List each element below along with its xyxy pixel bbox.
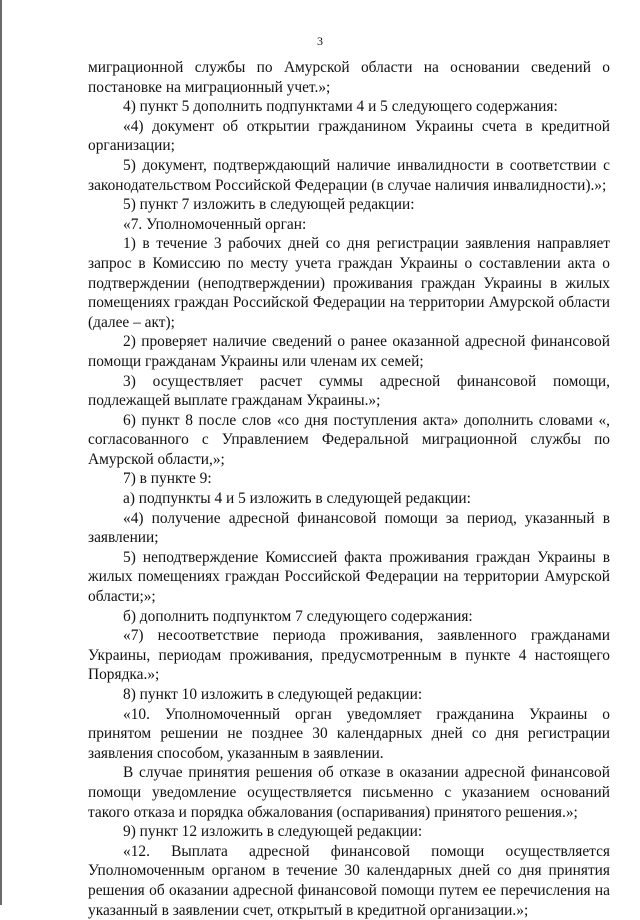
paragraph: 6) пункт 8 после слов «со дня поступления акта» дополнить словами «, согласованного с Управлением Федеральной миграционной службы по Амурской области,»; <box>88 411 610 468</box>
scan-left-edge <box>0 0 2 905</box>
paragraph: 9) пункт 12 изложить в следующей редакции: <box>123 823 423 841</box>
paragraph: 2) проверяет наличие сведений о ранее оказанной адресной финансовой помощи гражданам Украины или членам их семей; <box>88 333 610 370</box>
paragraph: 3) осуществляет расчет суммы адресной финансовой помощи, подлежащей выплате гражданам Украины.»; <box>88 372 610 410</box>
paragraph: «4) документ об открытии гражданином Украины счета в кредитной организации; <box>88 117 610 155</box>
paragraph: 8) пункт 10 изложить в следующей редакции: <box>123 686 423 703</box>
paragraph: 5) неподтверждение Комиссией факта проживания граждан Украины в жилых помещениях граждан Российской Федерации на территории Амурской области;»; <box>88 548 610 606</box>
paragraph: «10. Уполномоченный орган уведомляет гражданина Украины о принятом решении не позднее 30 календарных дней со дня регистрации заявления способом, указанным в заявлении. <box>88 705 610 762</box>
paragraph: 4) пункт 5 дополнить подпунктами 4 и 5 следующего содержания: <box>123 98 558 116</box>
paragraph: «7. Уполномоченный орган: <box>123 215 307 233</box>
paragraph: а) подпункты 4 и 5 изложить в следующей редакции: <box>123 490 471 508</box>
paragraph: «12. Выплата адресной финансовой помощи осуществляется Уполномоченным органом в течение 30 календарных дней со дня принятия решения об оказании адресной финансовой помощи путем ее перечисления на указанный в заявлении счет, открытый в кредитной организации.»; <box>88 842 610 919</box>
paragraph: «7) несоответствие периода проживания, заявленного гражданами Украины, периодам проживания, предусмотренным в пункте 4 настоящего Порядка.»; <box>88 627 610 684</box>
paragraph: 5) пункт 7 изложить в следующей редакции: <box>123 196 415 214</box>
paragraph: миграционной службы по Амурской области на основании сведений о постановке на миграционный учет.»; <box>88 59 610 96</box>
paragraph: В случае принятия решения об отказе в оказании адресной финансовой помощи уведомление осуществляется письменно с указанием оснований такого отказа и порядка обжалования (оспаривания) принятого решения.»; <box>88 764 610 821</box>
paragraph: б) дополнить подпунктом 7 следующего содержания: <box>123 607 473 625</box>
paragraph: 7) в пункте 9: <box>123 470 212 488</box>
paragraph: 5) документ, подтверждающий наличие инвалидности в соответствии с законодательством Российской Федерации (в случае наличия инвалидности).»; <box>88 156 610 194</box>
paragraph: «4) получение адресной финансовой помощи за период, указанный в заявлении; <box>88 509 610 547</box>
paragraph: 1) в течение 3 рабочих дней со дня регистрации заявления направляет запрос в Комиссию по месту учета граждан Украины о составлении акта о подтверждении (неподтверждении) проживания граждан Украины в жилых помещениях граждан Российской Федерации на территории Амурской области (далее – акт); <box>88 235 610 331</box>
page-number: 3 <box>317 34 323 48</box>
document-body <box>88 58 610 920</box>
